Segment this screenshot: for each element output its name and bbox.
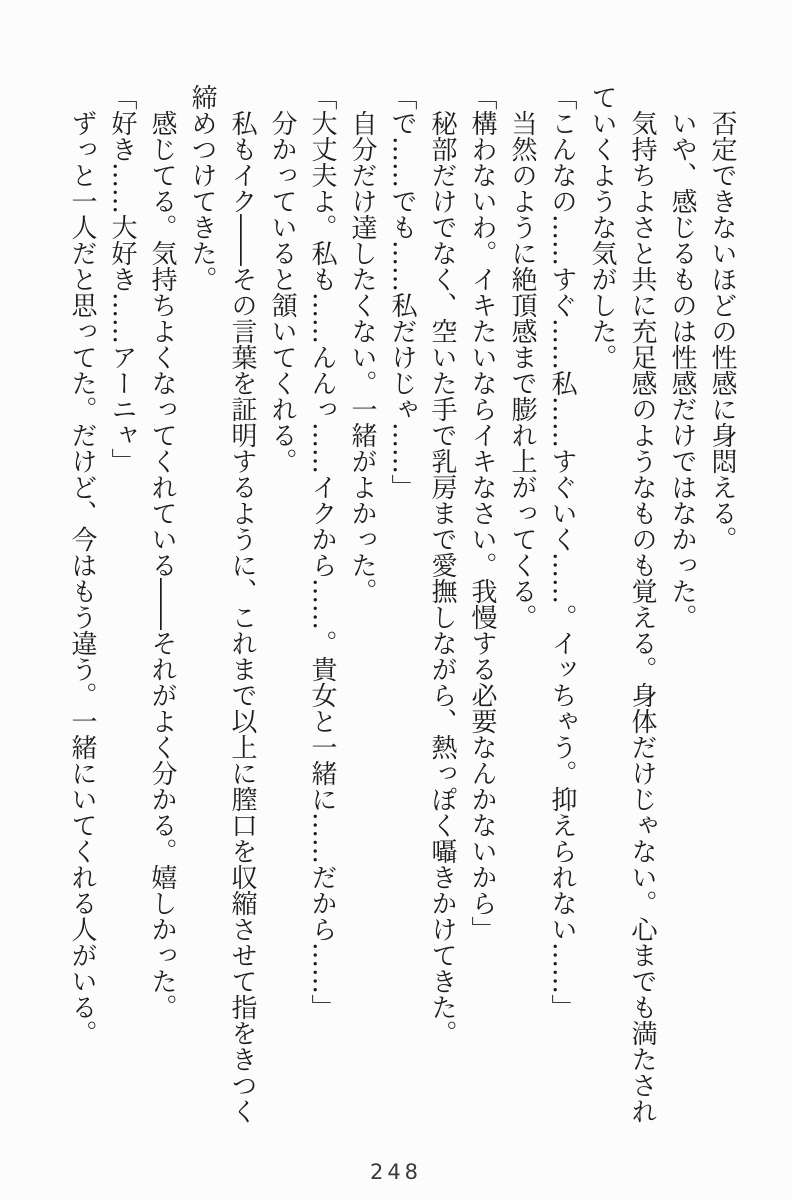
page-text	[62, 84, 742, 1128]
page-number: 248	[369, 1160, 423, 1184]
paragraph: 分かっていると頷いてくれる。	[267, 110, 297, 474]
paragraph-dialogue: 「大丈夫よ。私も……んんっ……イクから……。貴女と一緒に……だから……」	[307, 84, 337, 1020]
paragraph: ずっと一人だと思ってた。だけど、今はもう違う。一緒にいてくれる人がいる。	[67, 110, 97, 1046]
paragraph-dialogue: 「で……でも……私だけじゃ……」	[387, 84, 417, 500]
paragraph: 感じてる。気持ちよくなってくれている――それがよく分かる。嬉しかった。	[147, 110, 177, 1020]
paragraph-dialogue: 「好き……大好き……アーニャ」	[107, 84, 137, 474]
paragraph: 当然のように絶頂感まで膨れ上がってくる。	[507, 110, 537, 630]
paragraph: 私もイク――その言葉を証明するように、これまで以上に膣口を収縮させて指をきつく締めつけてきた。	[187, 84, 257, 1124]
paragraph: 否定できないほどの性感に身悶える。	[707, 110, 737, 552]
paragraph: 自分だけ達したくない。一緒がよかった。	[347, 110, 377, 604]
paragraph: 秘部だけでなく、空いた手で乳房まで愛撫しながら、熱っぽく囁きかけてきた。	[427, 110, 457, 1046]
paragraph: 気持ちよさと共に充足感のようなものも覚える。身体だけじゃない。心までも満たされていくような気がした。	[587, 84, 657, 1124]
paragraph-dialogue: 「構わないわ。イキたいならイキなさい。我慢する必要なんかないから」	[467, 84, 497, 942]
paragraph: いや、感じるものは性感だけではなかった。	[667, 110, 697, 630]
paragraph-dialogue: 「こんなの……すぐ……私……すぐいく……。イッちゃう。抑えられない……」	[547, 84, 577, 1020]
